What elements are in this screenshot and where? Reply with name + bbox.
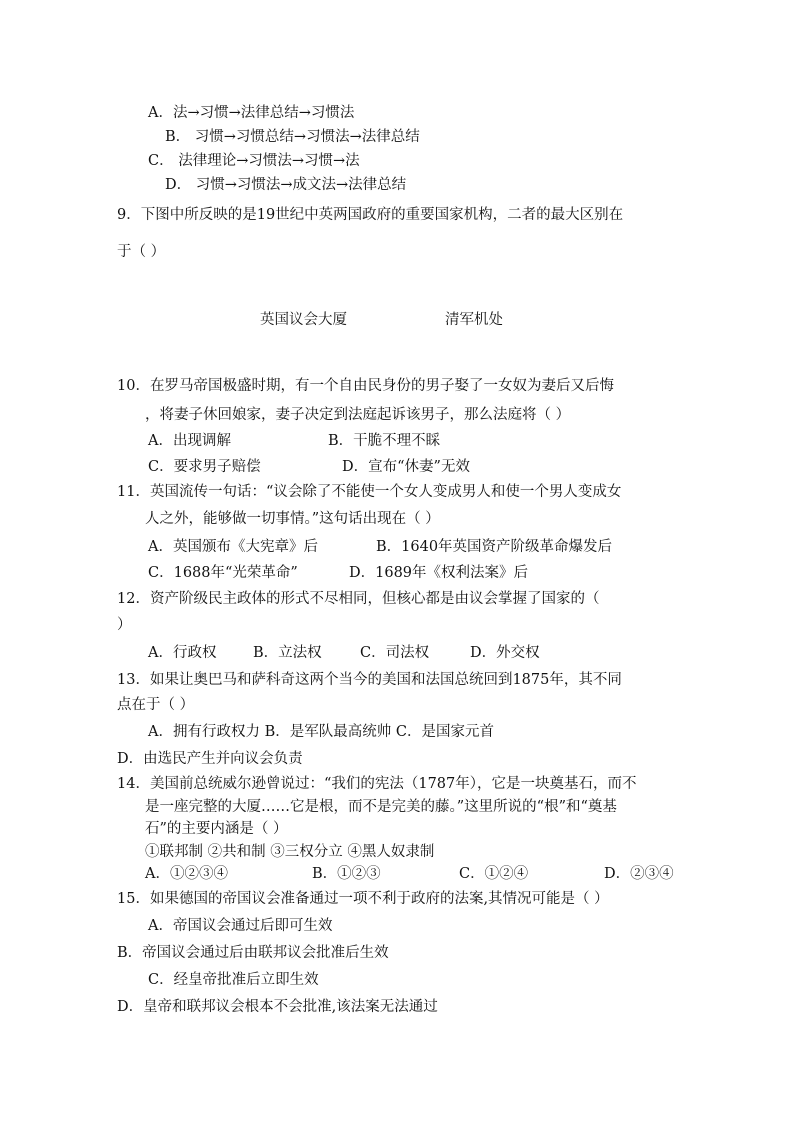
q12-option-a: A．行政权: [148, 645, 217, 661]
q15-stem-line1: 15．如果德国的帝国议会准备通过一项不利于政府的法案,其情况可能是（ ）: [117, 891, 609, 907]
q15-option-a: A．帝国议会通过后即可生效: [148, 918, 333, 934]
q14-stem-line1: 14．美国前总统威尔逊曾说过：“我们的宪法（1787年），它是一块奠基石，而不: [117, 776, 637, 792]
q12-option-b: B．立法权: [253, 645, 322, 661]
q9-caption-british-parliament: 英国议会大厦: [260, 312, 347, 328]
q12-option-c: C．司法权: [360, 645, 430, 661]
q14-option-c: C．①②④: [459, 866, 529, 882]
q13-options-abc: A．拥有行政权力 B．是军队最高统帅 C．是国家元首: [148, 724, 494, 740]
q8-option-d: D． 习惯→习惯法→成文法→法律总结: [165, 177, 407, 193]
q14-items: ①联邦制 ②共和制 ③三权分立 ④黑人奴隶制: [145, 844, 435, 860]
q11-option-d: D．1689年《权利法案》后: [349, 565, 529, 581]
q8-option-b: B． 习惯→习惯总结→习惯法→法律总结: [165, 129, 420, 145]
q9-stem-line2: 于（ ）: [117, 244, 166, 260]
q8-option-c: C． 法律理论→习惯法→习惯→法: [148, 153, 360, 169]
q15-option-b: B．帝国议会通过后由联邦议会批准后生效: [117, 945, 389, 961]
q11-stem-line2: 人之外，能够做一切事情。”这句话出现在（ ）: [145, 511, 440, 527]
q11-stem-line1: 11．英国流传一句话：“议会除了不能使一个女人变成男人和使一个男人变成女: [117, 484, 622, 500]
q10-stem-line2: ，将妻子休回娘家，妻子决定到法庭起诉该男子，那么法庭将（ ）: [145, 407, 571, 423]
q9-caption-grand-council: 清军机处: [445, 312, 503, 328]
q12-stem-line1: 12．资产阶级民主政体的形式不尽相同，但核心都是由议会掌握了国家的（: [117, 591, 600, 607]
q14-option-d: D．②③④: [604, 866, 674, 882]
q11-option-c: C．1688年“光荣革命”: [148, 565, 298, 581]
q11-option-a: A．英国颁布《大宪章》后: [148, 539, 318, 555]
q12-option-d: D．外交权: [470, 645, 540, 661]
q14-option-a: A．①②③④: [145, 866, 228, 882]
q10-option-a: A．出现调解: [148, 433, 231, 449]
q15-option-c: C．经皇帝批准后立即生效: [148, 972, 319, 988]
q9-stem-line1: 9．下图中所反映的是19世纪中英两国政府的重要国家机构，二者的最大区别在: [117, 207, 624, 223]
q13-stem-line2: 点在于（ ）: [117, 697, 195, 713]
q14-stem-line3: 石”的主要内涵是（ ）: [145, 821, 288, 837]
q15-option-d: D．皇帝和联邦议会根本不会批准,该法案无法通过: [117, 999, 438, 1015]
q13-option-d: D．由选民产生并向议会负责: [117, 751, 303, 767]
q10-option-d: D．宣布“休妻”无效: [342, 459, 470, 475]
q11-option-b: B．1640年英国资产阶级革命爆发后: [376, 539, 613, 555]
q14-stem-line2: 是一座完整的大厦……它是根，而不是完美的藤。”这里所说的“根”和“奠基: [145, 799, 617, 815]
q12-stem-line2: ）: [117, 617, 132, 633]
q8-option-a: A．法→习惯→法律总结→习惯法: [148, 105, 355, 121]
q10-stem-line1: 10．在罗马帝国极盛时期，有一个自由民身份的男子娶了一女奴为妻后又后悔: [117, 378, 614, 394]
q13-stem-line1: 13．如果让奥巴马和萨科奇这两个当今的美国和法国总统回到1875年，其不同: [117, 672, 622, 688]
q14-option-b: B．①②③: [312, 866, 381, 882]
q10-option-c: C．要求男子赔偿: [148, 459, 261, 475]
q10-option-b: B．干脆不理不睬: [328, 433, 441, 449]
